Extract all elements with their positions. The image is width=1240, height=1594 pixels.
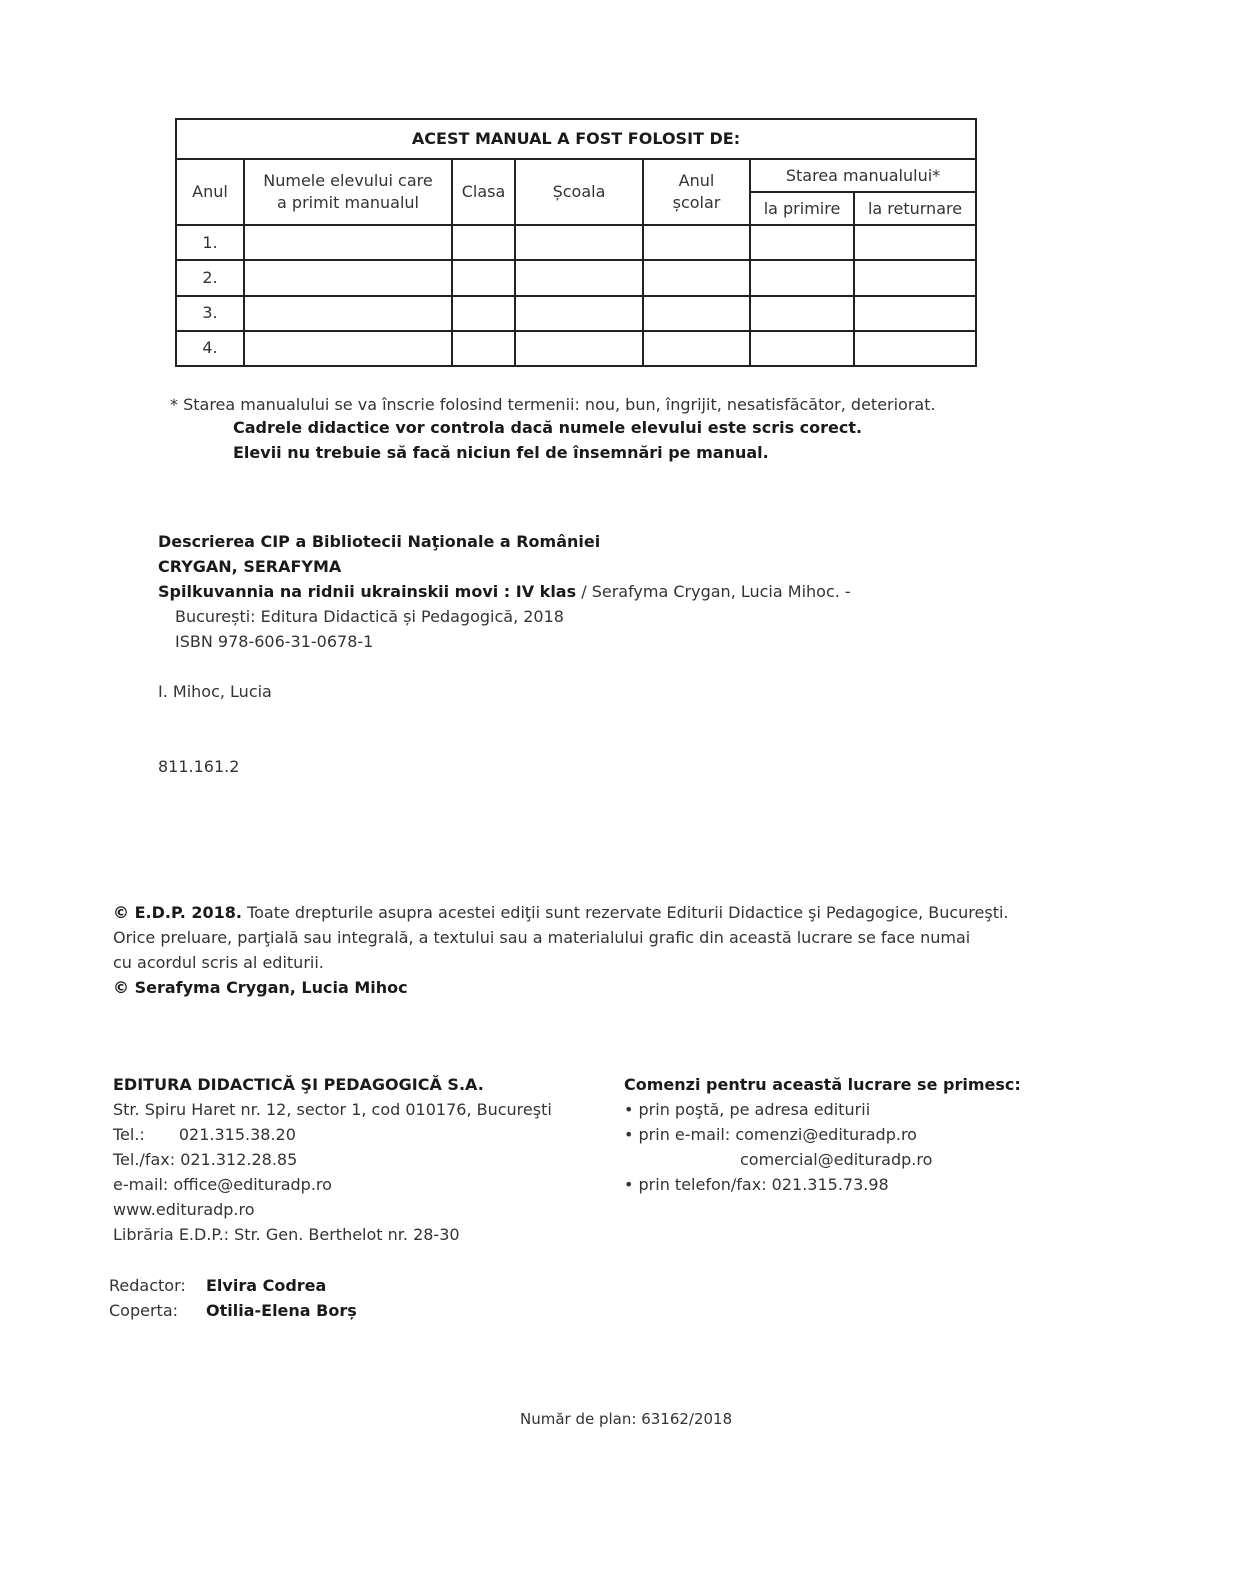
header-numele: Numele elevului care a primit manualul	[244, 159, 452, 225]
header-la-returnare: la returnare	[854, 192, 976, 225]
publisher-address: Str. Spiru Haret nr. 12, sector 1, cod 010176, Bucureşti	[113, 1100, 552, 1119]
header-la-primire: la primire	[750, 192, 854, 225]
row-number: 4.	[176, 331, 244, 366]
row-number: 1.	[176, 225, 244, 260]
publisher-tel: Tel.: 021.315.38.20	[113, 1125, 296, 1144]
table-row	[176, 260, 976, 295]
table-row	[176, 225, 976, 260]
table-row	[176, 296, 976, 331]
usage-table	[175, 118, 977, 367]
header-starea: Starea manualului*	[750, 159, 976, 192]
copyright-line: cu acordul scris al editurii.	[113, 953, 324, 972]
table-footnote: * Starea manualului se va înscrie folosind termenii: nou, bun, îngrijit, nesatisfăcător, deteriorat.	[170, 395, 936, 414]
header-anul: Anul	[176, 159, 244, 225]
orders-heading: Comenzi pentru această lucrare se primesc:	[624, 1075, 1021, 1094]
header-scoala: Școala	[515, 159, 643, 225]
plan-number: Număr de plan: 63162/2018	[520, 1410, 733, 1428]
publisher-name: EDITURA DIDACTICĂ ŞI PEDAGOGICĂ S.A.	[113, 1075, 484, 1094]
row-number: 3.	[176, 296, 244, 331]
cip-title: Spilkuvannia na ridnii ukrainskii movi : IV klas / Serafyma Crygan, Lucia Mihoc. -	[158, 582, 851, 601]
table-title: ACEST MANUAL A FOST FOLOSIT DE:	[176, 119, 976, 159]
table-row	[176, 331, 976, 366]
cip-publisher: București: Editura Didactică și Pedagogică, 2018	[175, 607, 564, 626]
row-number: 2.	[176, 260, 244, 295]
orders-email: • prin e-mail: comenzi@edituradp.ro	[624, 1125, 917, 1144]
teacher-note: Cadrele didactice vor controla dacă numele elevului este scris corect.	[233, 418, 863, 437]
header-clasa: Clasa	[452, 159, 515, 225]
publisher-website: www.edituradp.ro	[113, 1200, 255, 1219]
student-note: Elevii nu trebuie să facă niciun fel de însemnări pe manual.	[233, 443, 769, 462]
publisher-email: e-mail: office@edituradp.ro	[113, 1175, 332, 1194]
redactor-label: Redactor:	[109, 1276, 186, 1295]
redactor-name: Elvira Codrea	[206, 1276, 327, 1295]
header-anul-scolar: Anul școlar	[643, 159, 750, 225]
copyright-line: © E.D.P. 2018. Toate drepturile asupra acestei ediţii sunt rezervate Editurii Didactice şi Pedagogice, Bucureşti.	[113, 903, 1009, 922]
cip-isbn: ISBN 978-606-31-0678-1	[175, 632, 374, 651]
copyright-authors: © Serafyma Crygan, Lucia Mihoc	[113, 978, 408, 997]
orders-phone: • prin telefon/fax: 021.315.73.98	[624, 1175, 889, 1194]
cip-heading: Descrierea CIP a Bibliotecii Naţionale a României	[158, 532, 601, 551]
orders-post: • prin poştă, pe adresa editurii	[624, 1100, 871, 1119]
cip-classification: 811.161.2	[158, 757, 240, 776]
cip-author: CRYGAN, SERAFYMA	[158, 557, 342, 576]
publisher-fax: Tel./fax: 021.312.28.85	[113, 1150, 298, 1169]
coperta-label: Coperta:	[109, 1301, 179, 1320]
coperta-name: Otilia-Elena Borș	[206, 1301, 357, 1320]
orders-email-2: comercial@edituradp.ro	[740, 1150, 933, 1169]
cip-coauthor: I. Mihoc, Lucia	[158, 682, 272, 701]
publisher-bookstore: Librăria E.D.P.: Str. Gen. Berthelot nr. 28-30	[113, 1225, 460, 1244]
copyright-line: Orice preluare, parţială sau integrală, a textului sau a materialului grafic din această lucrare se face numai	[113, 928, 971, 947]
